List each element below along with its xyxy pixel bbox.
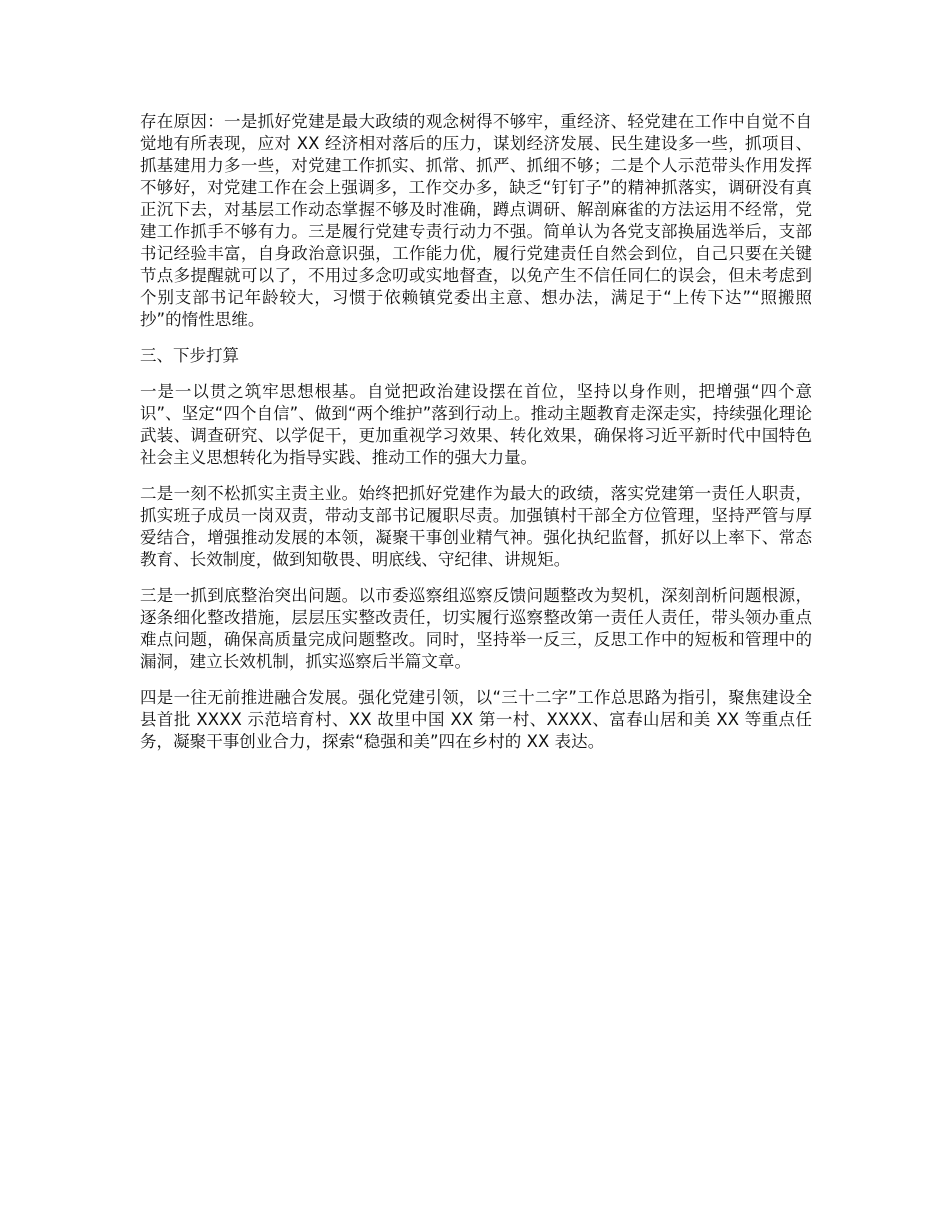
document-body (140, 111, 812, 767)
paragraph-plan-1: 一是一以贯之筑牢思想根基。自觉把政治建设摆在首位，坚持以身作则，把增强“四个意识”、坚定“四个自信”、做到“两个维护”落到行动上。推动主题教育走深走实，持续强化理论武装、调查研究、以学促干，更加重视学习效果、转化效果，确保将习近平新时代中国特色社会主义思想转化为指导实践、推动工作的强大力量。 (140, 382, 812, 467)
paragraph-plan-2: 二是一刻不松抓实主责主业。始终把抓好党建作为最大的政绩，落实党建第一责任人职责，抓实班子成员一岗双责，带动支部书记履职尽责。加强镇村干部全方位管理，坚持严管与厚爱结合，增强推动发展的本领，凝聚干事创业精气神。强化执纪监督，抓好以上率下、常态教育、长效制度，做到知敬畏、明底线、守纪律、讲规矩。 (140, 484, 812, 569)
section-heading-next-steps: 三、下步打算 (140, 346, 239, 365)
paragraph-plan-3: 三是一抓到底整治突出问题。以市委巡察组巡察反馈问题整改为契机，深刻剖析问题根源，逐条细化整改措施，层层压实整改责任，切实履行巡察整改第一责任人责任，带头领办重点难点问题，确保高质量完成问题整改。同时，坚持举一反三，反思工作中的短板和管理中的漏洞，建立长效机制，抓实巡察后半篇文章。 (140, 586, 812, 671)
paragraph-plan-4: 四是一往无前推进融合发展。强化党建引领，以“三十二字”工作总思路为指引，聚焦建设全县首批 XXXX 示范培育村、XX 故里中国 XX 第一村、XXXX、富春山居和美 XX 等重点任务，凝聚干事创业合力，探索“稳强和美”四在乡村的 XX 表达。 (140, 688, 812, 751)
paragraph-reasons: 存在原因：一是抓好党建是最大政绩的观念树得不够牢，重经济、轻党建在工作中自觉不自觉地有所表现，应对 XX 经济相对落后的压力，谋划经济发展、民生建设多一些，抓项目、抓基建用力多一些，对党建工作抓实、抓常、抓严、抓细不够；二是个人示范带头作用发挥不够好，对党建工作在会上强调多，工作交办多，缺乏“钉钉子”的精神抓落实，调研没有真正沉下去，对基层工作动态掌握不够及时准确，蹲点调研、解剖麻雀的方法运用不经常，党建工作抓手不够有力。三是履行党建专责行动力不强。简单认为各党支部换届选举后，支部书记经验丰富，自身政治意识强，工作能力优，履行党建责任自然会到位，自己只要在关键节点多提醒就可以了，不用过多念叨或实地督查，以免产生不信任同仁的误会，但未考虑到个别支部书记年龄较大，习惯于依赖镇党委出主意、想办法，满足于“上传下达”“照搬照抄”的惰性思维。 (140, 112, 812, 329)
